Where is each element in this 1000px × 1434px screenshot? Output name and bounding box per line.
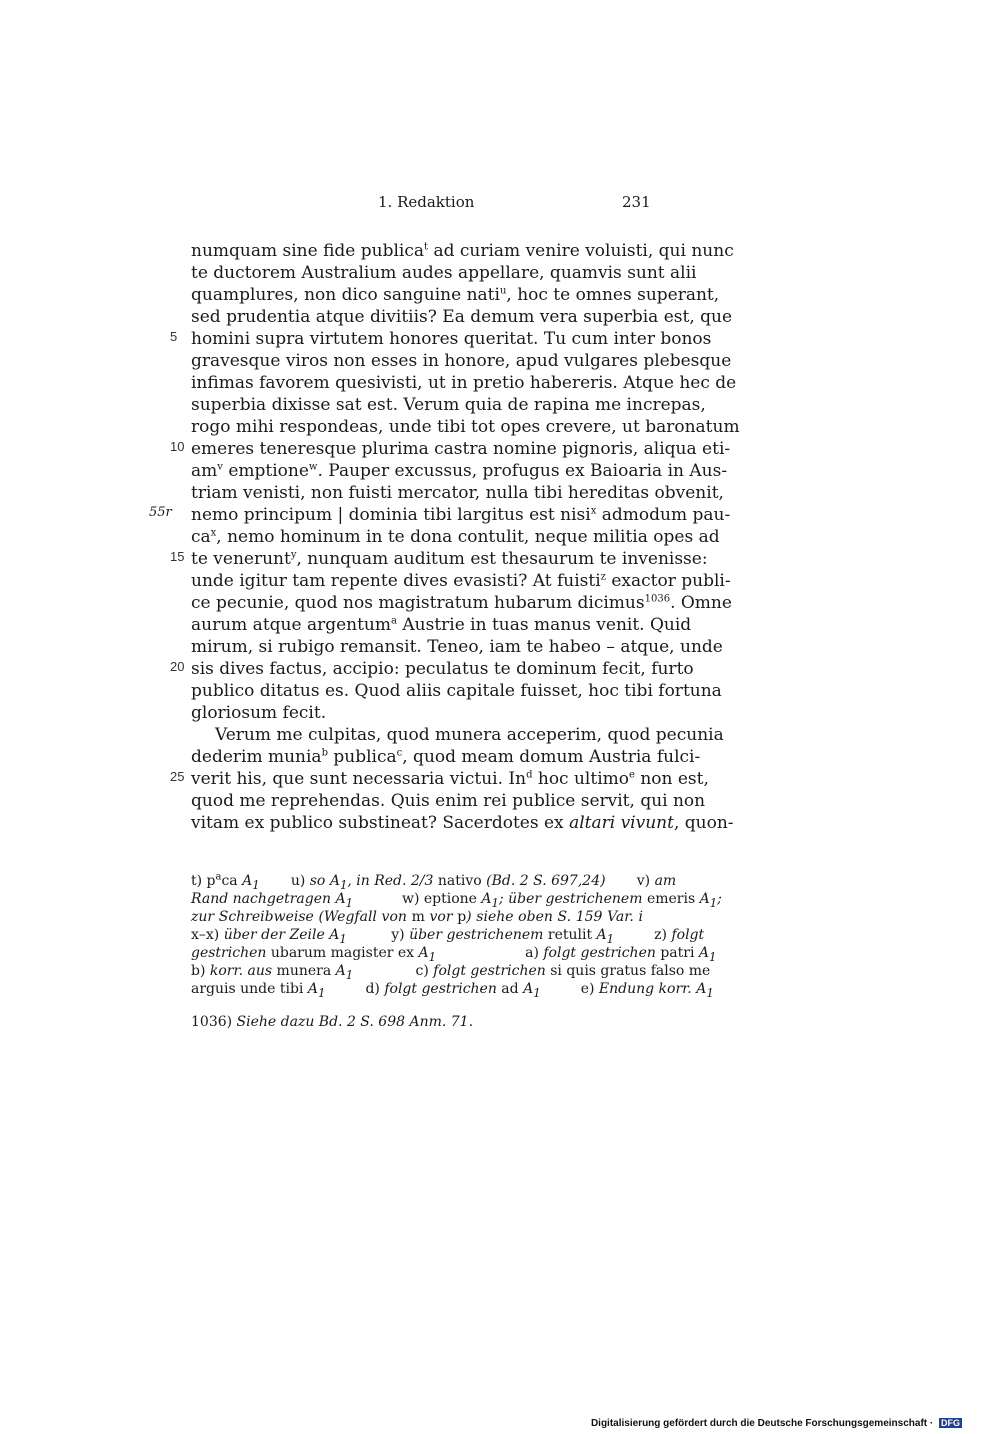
text-line: unde igitur tam repente dives evasisti? At fuisti$^z$ exactor publi- (191, 571, 731, 591)
running-head-title: 1. Redaktion (378, 193, 475, 211)
text-line: $am^v$ emptione$^w$. Pauper excussus, profugus ex Baioaria in Aus- (191, 461, 728, 481)
text-line: gravesque viros non esses in honore, apud vulgares plebesque (191, 351, 732, 371)
note-line: gestrichen ubarum magister ex $A_1$ a) folgt gestrichen patri $A_1$ (191, 945, 717, 964)
note-line: Rand nachgetragen $A_1$ w) eptione $A_1$; über gestrichenem emeris $A_1$; (191, 891, 722, 910)
text-line: $ca^x$, nemo hominum in te dona contulit, neque militia opes ad (191, 527, 720, 547)
line-number-5: 5 (170, 329, 178, 344)
text-line: sis dives factus, accipio: peculatus te dominum fecit, furto (191, 659, 694, 679)
text-line: quamplures, non dico sanguine nati$^u$, hoc te omnes superant, (191, 285, 720, 305)
text-line: te ductorem Australium audes appellare, quamvis sunt alii (191, 263, 697, 283)
note-line: zur Schreibweise (Wegfall von m vor p) siehe oben S. 159 Var. i (191, 909, 644, 925)
text-line: nemo principum | dominia tibi largitus est nisi$^x$ admodum pau- (191, 505, 731, 525)
text-line: emeres teneresque plurima castra nomine pignoris, aliqua eti- (191, 439, 731, 459)
note-line: t) $p^aca$ $A_1$ u) so $A_1$, in Red. 2/3 nativo (Bd. 2 S. 697,24) v) am (191, 871, 677, 892)
text-line: gloriosum fecit. (191, 703, 327, 723)
text-line: te venerunt$^y$, nunquam auditum est thesaurum te invenisse: (191, 549, 708, 569)
text-line: aurum atque argentum$^a$ Austrie in tuas manus venit. Quid (191, 615, 692, 635)
note-line: arguis unde tibi $A_1$ d) folgt gestrichen ad $A_1$ e) Endung korr. $A_1$ (191, 981, 714, 1000)
text-line: sed prudentia atque divitiis? Ea demum vera superbia est, que (191, 307, 733, 327)
note-line: b) korr. aus munera $A_1$ c) folgt gestrichen si quis gratus falso me (191, 963, 711, 982)
text-line: triam venisti, non fuisti mercator, nulla tibi hereditas obvenit, (191, 483, 724, 503)
main-text (191, 240, 740, 834)
page-number: 231 (622, 193, 651, 211)
line-number-10: 10 (170, 439, 185, 454)
text-line: publico ditatus es. Quod aliis capitale fuisset, hoc tibi fortuna (191, 681, 722, 701)
text-line: Verum me culpitas, quod munera acceperim, quod pecunia (215, 725, 724, 745)
text-line: superbia dixisse sat est. Verum quia de rapina me increpas, (191, 395, 706, 415)
text-line: quod me reprehendas. Quis enim rei publice servit, qui non (191, 791, 706, 811)
text-line: numquam sine fide publica$^t$ ad curiam venire voluisti, qui nunc (191, 241, 734, 261)
text-line: homini supra virtutem honores queritat. Tu cum inter bonos (191, 329, 712, 349)
text-line: vitam ex publico substineat? Sacerdotes ex altari vivunt, quon- (191, 813, 734, 833)
text-line: dederim munia$^b$ publica$^c$, quod meam domum Austria fulci- (191, 747, 701, 767)
endnote: 1036) Siehe dazu Bd. 2 S. 698 Anm. 71. (191, 1014, 474, 1030)
text-line: rogo mihi respondeas, unde tibi tot opes crevere, ut baronatum (191, 417, 740, 437)
critical-apparatus (191, 871, 722, 1000)
text-line: mirum, si rubigo remansit. Teneo, iam te habeo – atque, unde (191, 637, 723, 657)
text-line: verit his, que sunt necessaria victui. In$^d$ hoc ultimo$^e$ non est, (191, 769, 709, 789)
dfg-logo: DFG (941, 1418, 960, 1429)
text-line: ce pecunie, quod nos magistratum hubarum dicimus$^{1036}$. Omne (191, 593, 732, 613)
line-number-25: 25 (170, 769, 185, 784)
text-line: infimas favorem quesivisti, ut in pretio habereris. Atque hec de (191, 373, 737, 393)
folio-marker: 55r (149, 505, 172, 520)
funding-credit: Digitalisierung gefördert durch die Deutsche Forschungsgemeinschaft · DFG (590, 1418, 960, 1429)
note-line: x–x) über der Zeile $A_1$ y) über gestrichenem retulit $A_1$ z) folgt (191, 927, 705, 946)
line-number-15: 15 (170, 549, 185, 564)
line-number-20: 20 (170, 659, 185, 674)
